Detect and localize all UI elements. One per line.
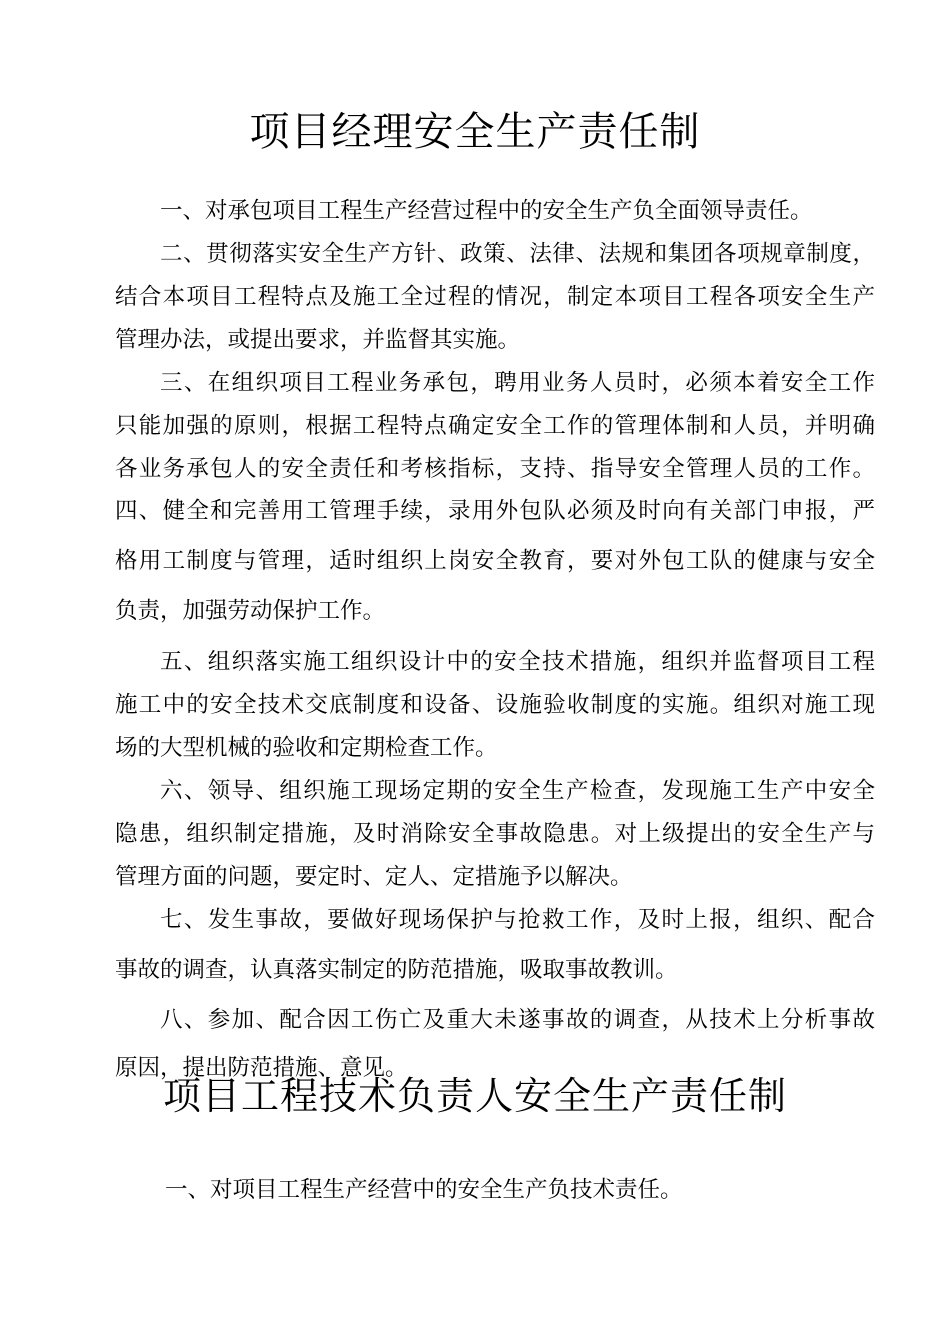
clause-line: 三、在组织项目工程业务承包，聘用业务人员时，必须本着安全工作 [160, 370, 875, 396]
page-title: 项目经理安全生产责任制 [249, 109, 701, 155]
clause-line: 管理方面的问题，要定时、定人、定措施予以解决。 [115, 864, 633, 890]
clause-line: 二、贯彻落实安全生产方针、政策、法律、法规和集团各项规章制度， [160, 241, 875, 267]
clause-line: 隐患，组织制定措施，及时消除安全事故隐患。对上级提出的安全生产与 [115, 821, 875, 847]
clause-line: 原因，提出防范措施、意见。 [115, 1055, 408, 1081]
section-title: 项目工程技术负责人安全生产责任制 [162, 1074, 787, 1118]
clause-line: 格用工制度与管理，适时组织上岗安全教育，要对外包工队的健康与安全 [115, 548, 875, 574]
clause-line: 四、健全和完善用工管理手续，录用外包队必须及时向有关部门申报，严 [115, 498, 875, 524]
clause-line: 六、领导、组织施工现场定期的安全生产检查，发现施工生产中安全 [160, 778, 875, 804]
clause-line: 一、对承包项目工程生产经营过程中的安全生产负全面领导责任。 [160, 198, 813, 224]
clause-line: 各业务承包人的安全责任和考核指标，支持、指导安全管理人员的工作。 [115, 456, 875, 482]
clause-line: 事故的调查，认真落实制定的防范措施，吸取事故教训。 [115, 957, 678, 983]
clause-line: 五、组织落实施工组织设计中的安全技术措施，组织并监督项目工程 [160, 649, 875, 675]
clause-line: 场的大型机械的验收和定期检查工作。 [115, 735, 498, 761]
clause-line: 只能加强的原则，根据工程特点确定安全工作的管理体制和人员，并明确 [115, 413, 875, 439]
clause-line: 管理办法，或提出要求，并监督其实施。 [115, 327, 521, 353]
clause-line: 八、参加、配合因工伤亡及重大未遂事故的调查，从技术上分析事故 [160, 1007, 875, 1033]
clause-line: 负责，加强劳动保护工作。 [115, 598, 386, 624]
clause-line: 一、对项目工程生产经营中的安全生产负技术责任。 [165, 1177, 683, 1203]
clause-line: 七、发生事故，要做好现场保护与抢救工作，及时上报，组织、配合 [160, 907, 875, 933]
clause-line: 施工中的安全技术交底制度和设备、设施验收制度的实施。组织对施工现 [115, 692, 875, 718]
clause-line: 结合本项目工程特点及施工全过程的情况，制定本项目工程各项安全生产 [115, 284, 875, 310]
